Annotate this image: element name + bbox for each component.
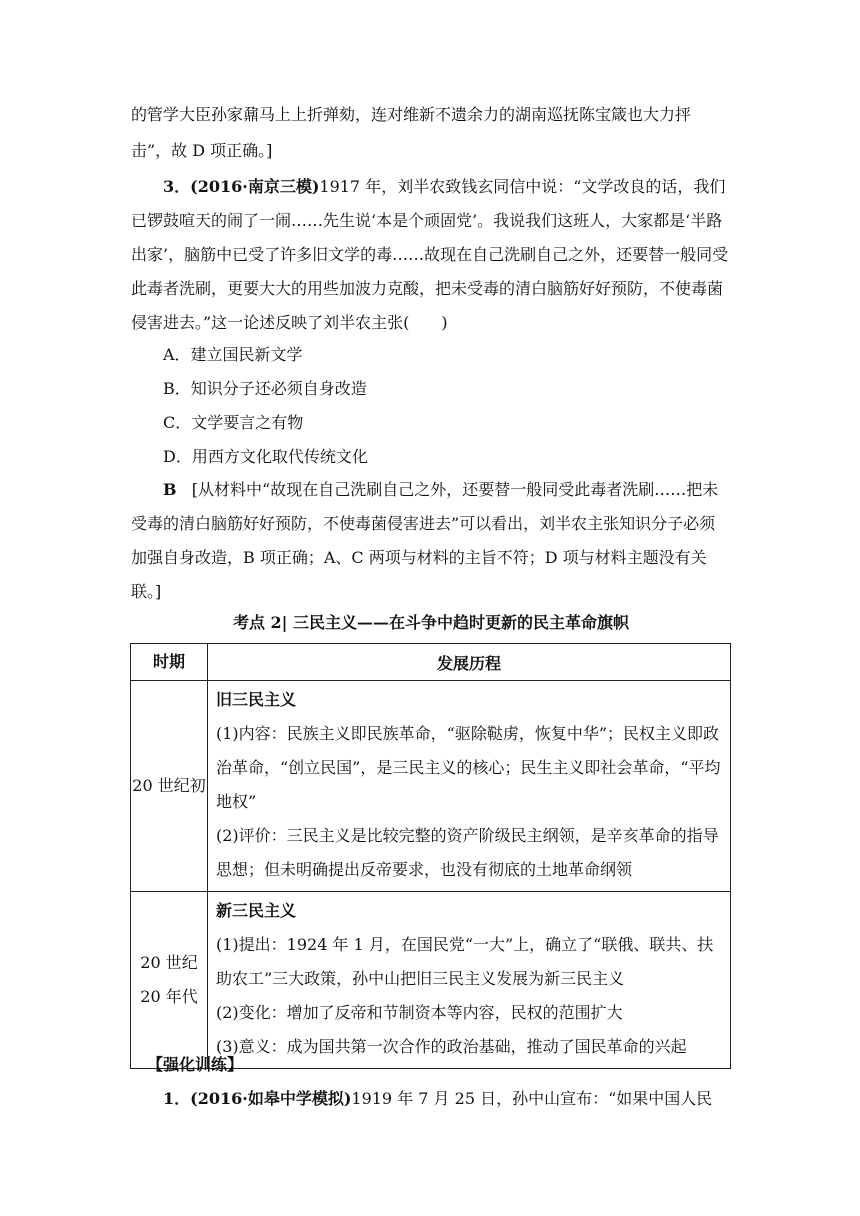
question-3 (131, 170, 731, 340)
history-cell (208, 892, 731, 1069)
option-d: D．用西方文化取代传统文化 (163, 447, 368, 466)
period-text: 20 世纪 20 年代 (140, 953, 198, 1006)
question-3-source: (2016·南京三模) (190, 177, 320, 196)
table-row (131, 892, 731, 1069)
header-history: 发展历程 (208, 644, 731, 681)
row-item: (2)评价：三民主义是比较完整的资产阶级民主纲领，是辛亥革命的指导思想；但未明确提出反帝要求，也没有彻底的土地革命纲领 (216, 826, 719, 879)
continuation-line-1: 的管学大臣孙家鼐马上上折弹劾，连对维新不遗余力的湖南巡抚陈宝箴也大力抨 (131, 105, 692, 124)
row-item: (1)提出：1924 年 1 月，在国民党“一大”上，确立了“联俄、联共、扶助农工”三大政策，孙中山把旧三民主义发展为新三民主义 (216, 935, 714, 988)
development-table (130, 643, 731, 1069)
question-3-text: 1917 年，刘半农致钱玄同信中说：“文学改良的话，我们已锣鼓喧天的闹了一闹……先生说‘本是个顽固党’。我说我们这班人，大家都是‘半路出家’，脑筋中已受了许多旧文学的毒……故现在自己洗刷自己之外，还要替一般同受此毒者洗刷，更要大大的用些加波力克酸，把未受毒的清白脑筋好好预防，不使毒菌侵害进去。”这一论述反映了刘半农主张( ) (131, 177, 729, 332)
question-1 (163, 1088, 731, 1110)
explanation-text: [从材料中“故现在自己洗刷自己之外，还要替一般同受此毒者洗刷……把未受毒的清白脑筋好好预防，不使毒菌侵害进去”可以看出，刘半农主张知识分子必须加强自身改造，B 项正确；A、C 两项与材料的主旨不符；D 项与材料主题没有关联。] (131, 480, 719, 601)
period-cell (131, 892, 208, 1069)
row-item: (1)内容：民族主义即民族革命，“驱除鞑虏，恢复中华”；民权主义即政治革命，“创立民国”，是三民主义的核心；民生主义即社会革命，“平均地权” (216, 724, 721, 811)
option-b: B．知识分子还必须自身改造 (163, 379, 367, 398)
row-item: (2)变化：增加了反帝和节制资本等内容，民权的范围扩大 (216, 1003, 623, 1022)
training-heading: 【强化训练】 (147, 1055, 244, 1074)
question-3-number: 3． (163, 177, 191, 196)
question-1-source: (2016·如皋中学模拟) (190, 1089, 352, 1108)
answer-letter: B (163, 480, 177, 499)
row-heading: 新三民主义 (216, 901, 297, 920)
table-row (131, 681, 731, 892)
period-cell (131, 681, 208, 892)
section-title: 考点 2| 三民主义——在斗争中趋时更新的民主革命旗帜 (232, 613, 630, 632)
row-heading: 旧三民主义 (216, 690, 297, 709)
history-cell (208, 681, 731, 892)
question-1-text: 1919 年 7 月 25 日，孙中山宣布：“如果中国人民 (351, 1089, 713, 1108)
table-header-row (131, 644, 731, 681)
question-1-number: 1． (163, 1089, 191, 1108)
answer-explanation (131, 473, 731, 609)
period-text: 20 世纪初 (132, 776, 206, 795)
row-item: (3)意义：成为国共第一次合作的政治基础，推动了国民革命的兴起 (216, 1037, 687, 1056)
continuation-line-2: 击”，故 D 项正确。] (131, 141, 273, 160)
header-period: 时期 (131, 644, 208, 681)
option-a: A．建立国民新文学 (163, 345, 303, 364)
option-c: C．文学要言之有物 (163, 413, 304, 432)
